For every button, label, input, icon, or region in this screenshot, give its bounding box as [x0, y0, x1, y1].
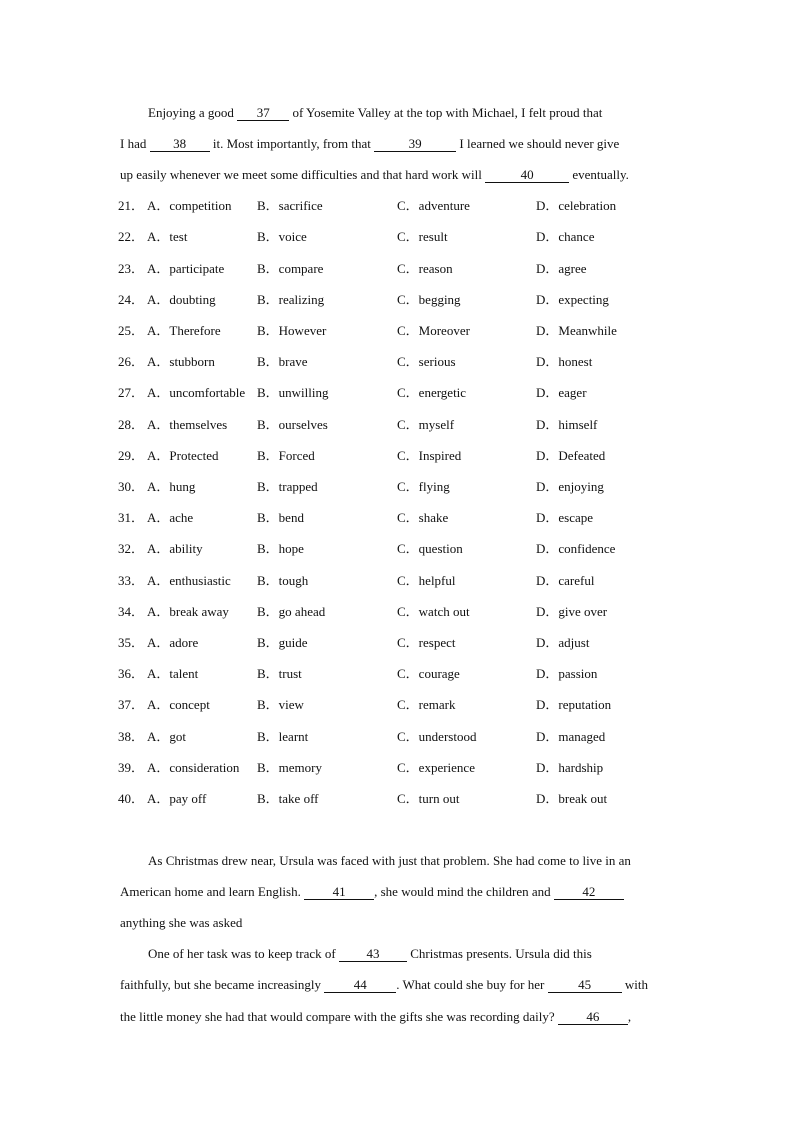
option-c: C．Inspired: [397, 448, 462, 463]
option-c: C．courage: [397, 666, 460, 681]
option-d: D．confidence: [536, 541, 616, 556]
option-b: B．Forced: [257, 448, 315, 463]
blank-43: 43: [339, 947, 407, 962]
option-b: B．take off: [257, 791, 319, 806]
text-segment: American home and learn English.: [120, 884, 305, 899]
question-number: 21．: [118, 198, 145, 213]
option-c: C．Moreover: [397, 323, 470, 338]
option-b: B．realizing: [257, 292, 325, 307]
passage1-line-1: [148, 104, 680, 122]
option-a: A．ache: [147, 510, 194, 525]
option-c: C．flying: [397, 479, 450, 494]
text-segment: One of her task was to keep track of: [148, 946, 339, 961]
question-number: 26．: [118, 354, 145, 369]
option-b: B．unwilling: [257, 385, 329, 400]
option-d: D．managed: [536, 729, 606, 744]
option-a: A．test: [147, 229, 188, 244]
question-number: 24．: [118, 292, 145, 307]
text-segment: . What could she buy for her: [396, 977, 548, 992]
option-a: A．got: [147, 729, 187, 744]
option-c: C．question: [397, 541, 463, 556]
option-a: A．concept: [147, 697, 210, 712]
option-b: B．go ahead: [257, 604, 326, 619]
question-number: 27．: [118, 385, 145, 400]
option-d: D．Defeated: [536, 448, 606, 463]
passage1-line-2: [120, 135, 680, 153]
text-segment: , she would mind the children and: [374, 884, 554, 899]
option-d: D．enjoying: [536, 479, 604, 494]
option-c: C．energetic: [397, 385, 467, 400]
question-number: 33．: [118, 573, 145, 588]
blank-37: 37: [237, 106, 289, 121]
option-b: B．However: [257, 323, 327, 338]
passage1-line-3: [120, 166, 680, 184]
blank-42: 42: [554, 885, 624, 900]
question-number: 30．: [118, 479, 145, 494]
option-c: C．begging: [397, 292, 461, 307]
option-d: D．adjust: [536, 635, 590, 650]
option-b: B．trust: [257, 666, 302, 681]
passage2-line-3: anything she was asked: [120, 915, 243, 930]
option-c: C．myself: [397, 417, 455, 432]
question-number: 36．: [118, 666, 145, 681]
blank-44: 44: [324, 978, 396, 993]
option-a: A．adore: [147, 635, 199, 650]
option-d: D．hardship: [536, 760, 604, 775]
option-b: B．compare: [257, 261, 324, 276]
option-d: D．expecting: [536, 292, 609, 307]
option-a: A．consideration: [147, 760, 240, 775]
option-d: D．chance: [536, 229, 595, 244]
text-segment: eventually.: [569, 167, 629, 182]
option-c: C．respect: [397, 635, 456, 650]
option-a: A．pay off: [147, 791, 207, 806]
option-a: A．competition: [147, 198, 232, 213]
option-c: C．reason: [397, 261, 453, 276]
option-a: A．break away: [147, 604, 229, 619]
text-segment: Enjoying a good: [148, 105, 238, 120]
text-segment: the little money she had that would compare with the gifts she was recording daily?: [120, 1009, 558, 1024]
option-d: D．eager: [536, 385, 587, 400]
blank-46: 46: [558, 1010, 628, 1025]
option-d: D．escape: [536, 510, 594, 525]
option-d: D．honest: [536, 354, 593, 369]
option-b: B．tough: [257, 573, 309, 588]
option-d: D．himself: [536, 417, 598, 432]
passage2-line-4: [148, 945, 680, 963]
option-a: A．themselves: [147, 417, 228, 432]
option-b: B．sacrifice: [257, 198, 323, 213]
option-c: C．turn out: [397, 791, 460, 806]
passage2-line-6: [120, 1008, 680, 1026]
option-b: B．bend: [257, 510, 304, 525]
option-b: B．trapped: [257, 479, 318, 494]
question-number: 22．: [118, 229, 145, 244]
option-c: C．understood: [397, 729, 477, 744]
question-number: 29．: [118, 448, 145, 463]
option-d: D．reputation: [536, 697, 612, 712]
option-b: B．hope: [257, 541, 304, 556]
option-a: A．Protected: [147, 448, 219, 463]
option-a: A．hung: [147, 479, 196, 494]
option-b: B．guide: [257, 635, 308, 650]
question-number: 31．: [118, 510, 145, 525]
option-c: C．shake: [397, 510, 449, 525]
option-d: D．celebration: [536, 198, 617, 213]
text-segment: faithfully, but she became increasingly: [120, 977, 325, 992]
question-number: 35．: [118, 635, 145, 650]
option-a: A．Therefore: [147, 323, 221, 338]
option-d: D．Meanwhile: [536, 323, 617, 338]
blank-39: 39: [374, 137, 456, 152]
option-b: B．ourselves: [257, 417, 328, 432]
option-d: D．passion: [536, 666, 598, 681]
option-a: A．enthusiastic: [147, 573, 231, 588]
text-segment: of Yosemite Valley at the top with Michael, I felt proud that: [289, 105, 603, 120]
option-b: B．brave: [257, 354, 308, 369]
question-number: 38．: [118, 729, 145, 744]
passage2-line-2: [120, 883, 680, 901]
question-number: 40．: [118, 791, 145, 806]
passage2-line-5: [120, 976, 680, 994]
question-number: 37．: [118, 697, 145, 712]
option-a: A．talent: [147, 666, 199, 681]
option-a: A．participate: [147, 261, 225, 276]
option-b: B．voice: [257, 229, 307, 244]
blank-45: 45: [548, 978, 622, 993]
question-number: 25．: [118, 323, 145, 338]
option-a: A．uncomfortable: [147, 385, 246, 400]
option-a: A．doubting: [147, 292, 216, 307]
option-d: D．careful: [536, 573, 595, 588]
option-b: B．learnt: [257, 729, 309, 744]
option-d: D．give over: [536, 604, 608, 619]
text-segment: up easily whenever we meet some difficulties and that hard work will: [120, 167, 486, 182]
question-number: 39．: [118, 760, 145, 775]
text-segment: it. Most importantly, from that: [209, 136, 375, 151]
option-c: C．experience: [397, 760, 475, 775]
option-c: C．remark: [397, 697, 456, 712]
passage2-line-1: As Christmas drew near, Ursula was faced with just that problem. She had come to live in an: [148, 853, 631, 868]
question-number: 32．: [118, 541, 145, 556]
text-segment: I learned we should never give: [456, 136, 620, 151]
text-segment: with: [621, 977, 648, 992]
blank-41: 41: [304, 885, 374, 900]
text-segment: I had: [120, 136, 150, 151]
blank-38: 38: [150, 137, 210, 152]
option-c: C．watch out: [397, 604, 470, 619]
option-a: A．ability: [147, 541, 203, 556]
question-number: 23．: [118, 261, 145, 276]
option-c: C．adventure: [397, 198, 470, 213]
option-c: C．result: [397, 229, 448, 244]
question-number: 28．: [118, 417, 145, 432]
option-c: C．serious: [397, 354, 456, 369]
option-b: B．memory: [257, 760, 322, 775]
blank-40: 40: [485, 168, 569, 183]
option-c: C．helpful: [397, 573, 456, 588]
option-d: D．break out: [536, 791, 608, 806]
option-b: B．view: [257, 697, 304, 712]
option-d: D．agree: [536, 261, 587, 276]
option-a: A．stubborn: [147, 354, 215, 369]
text-segment: ,: [627, 1009, 632, 1024]
text-segment: Christmas presents. Ursula did this: [406, 946, 592, 961]
question-number: 34．: [118, 604, 145, 619]
